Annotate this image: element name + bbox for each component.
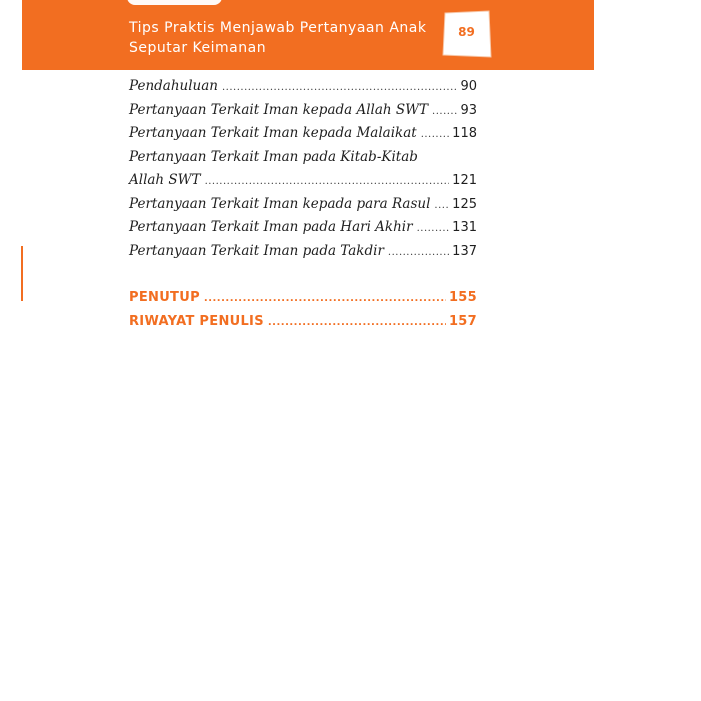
table-of-contents — [129, 78, 477, 266]
toc-dot-leader — [222, 82, 457, 93]
chapter-header-band — [22, 0, 594, 70]
toc-entry-title: RIWAYAT PENULIS — [129, 313, 264, 329]
toc-entry-penutup[interactable] — [129, 290, 477, 314]
toc-entry-page: 157 — [448, 313, 477, 329]
toc-entry-title: PENUTUP — [129, 290, 200, 305]
toc-entry-page: 125 — [452, 196, 477, 212]
toc-entry-page: 155 — [448, 290, 477, 305]
toc-entry-kitab-line-2[interactable] — [129, 172, 477, 196]
chapter-label-tab — [127, 0, 222, 5]
toc-entry-allah[interactable] — [129, 102, 477, 126]
toc-dot-leader — [204, 293, 446, 304]
toc-entry-title: Pertanyaan Terkait Iman pada Kitab-Kitab — [129, 148, 418, 165]
chapter-title-line-1: Tips Praktis Menjawab Pertanyaan Anak — [129, 20, 427, 36]
toc-entry-page: 118 — [452, 126, 477, 141]
toc-entry-page: 131 — [452, 220, 477, 235]
toc-entry-malaikat[interactable] — [129, 125, 477, 149]
toc-entry-kitab-line-1[interactable] — [129, 149, 477, 173]
toc-dot-leader — [434, 200, 449, 211]
toc-dot-leader — [417, 223, 450, 234]
toc-entry-page: 93 — [460, 102, 477, 118]
page-edge-mark — [21, 246, 23, 301]
toc-entry-page: 137 — [452, 243, 477, 259]
toc-entry-title-continued: Allah SWT — [129, 172, 201, 188]
toc-entry-hari-akhir[interactable] — [129, 219, 477, 243]
toc-entry-title: Pertanyaan Terkait Iman kepada para Rasul — [129, 195, 431, 212]
toc-entry-pendahuluan[interactable] — [129, 78, 477, 102]
toc-entry-page: 121 — [452, 173, 477, 188]
toc-entry-rasul[interactable] — [129, 196, 477, 220]
page-number-badge — [441, 10, 492, 59]
toc-dot-leader — [421, 129, 449, 140]
toc-dot-leader — [205, 176, 450, 187]
toc-dot-leader — [388, 247, 449, 258]
chapter-title-line-2: Seputar Keimanan — [129, 40, 267, 56]
toc-dot-leader — [268, 317, 446, 328]
toc-closing-section — [129, 290, 477, 337]
chapter-title — [129, 18, 429, 58]
toc-entry-page: 90 — [460, 79, 477, 94]
toc-entry-title: Pertanyaan Terkait Iman pada Takdir — [129, 242, 384, 259]
toc-entry-title: Pertanyaan Terkait Iman kepada Allah SWT — [129, 101, 429, 118]
toc-entry-title: Pertanyaan Terkait Iman kepada Malaikat — [129, 125, 417, 141]
toc-entry-takdir[interactable] — [129, 243, 477, 267]
toc-entry-riwayat-penulis[interactable] — [129, 314, 477, 338]
toc-entry-title: Pendahuluan — [129, 78, 218, 94]
toc-entry-title: Pertanyaan Terkait Iman pada Hari Akhir — [129, 219, 413, 235]
toc-dot-leader — [432, 106, 457, 117]
page-badge-number: 89 — [458, 25, 475, 39]
